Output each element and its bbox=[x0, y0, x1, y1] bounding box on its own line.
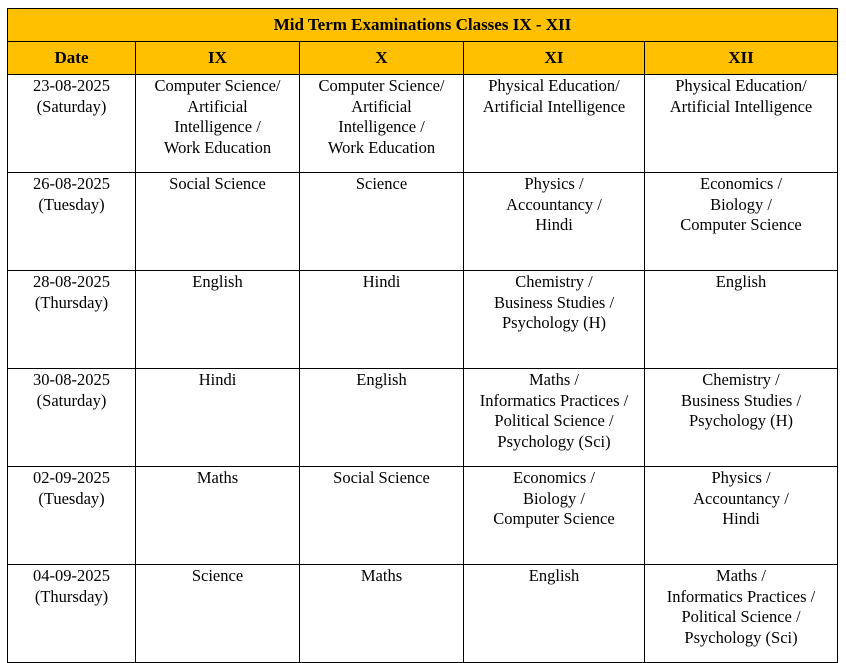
subject-line: Economics / bbox=[700, 174, 783, 193]
subject-cell-ix bbox=[136, 173, 300, 271]
subject-line: Psychology (H) bbox=[501, 313, 607, 332]
subject-cell-xii bbox=[645, 369, 838, 467]
subject-cell-xii bbox=[645, 565, 838, 663]
subject-line: Hindi bbox=[722, 509, 760, 528]
title-row bbox=[8, 9, 838, 42]
subject-line: Psychology (Sci) bbox=[497, 431, 611, 451]
subject-cell-xi bbox=[464, 369, 645, 467]
subject-line: Maths bbox=[196, 468, 239, 487]
subject-line: Biology / bbox=[710, 194, 772, 214]
subject-line: Accountancy / bbox=[693, 488, 789, 508]
subject-line: Physical Education/ bbox=[675, 76, 807, 95]
date-cell bbox=[8, 467, 136, 565]
subject-line: Hindi bbox=[362, 272, 401, 291]
exam-date: 04-09-2025 bbox=[33, 566, 110, 585]
exam-date: 28-08-2025 bbox=[33, 272, 110, 291]
subject-cell-x bbox=[300, 467, 464, 565]
exam-date: 23-08-2025 bbox=[33, 76, 110, 95]
table-row bbox=[8, 173, 838, 271]
header-class-xi: XI bbox=[464, 42, 645, 75]
subject-line: Psychology (Sci) bbox=[684, 627, 798, 647]
subject-cell-xi bbox=[464, 467, 645, 565]
subject-line: Economics / bbox=[512, 468, 596, 487]
subject-line: English bbox=[356, 370, 407, 389]
schedule-body bbox=[8, 75, 838, 663]
exam-date: 30-08-2025 bbox=[33, 370, 110, 389]
date-cell bbox=[8, 75, 136, 173]
subject-cell-ix bbox=[136, 565, 300, 663]
subject-line: Informatics Practices / bbox=[666, 586, 816, 606]
subject-cell-x bbox=[300, 565, 464, 663]
subject-line: Psychology (H) bbox=[688, 411, 794, 430]
subject-line: Accountancy / bbox=[506, 194, 602, 214]
subject-cell-xi bbox=[464, 271, 645, 369]
subject-line: English bbox=[715, 272, 767, 291]
subject-line: Informatics Practices / bbox=[479, 390, 629, 410]
subject-line: Work Education bbox=[163, 137, 272, 157]
subject-line: Maths bbox=[360, 566, 403, 585]
subject-line: Intelligence / bbox=[338, 117, 425, 136]
subject-line: Biology / bbox=[523, 488, 585, 508]
subject-cell-xi bbox=[464, 565, 645, 663]
subject-line: Business Studies / bbox=[680, 390, 802, 410]
subject-line: Science bbox=[355, 174, 408, 193]
date-cell bbox=[8, 271, 136, 369]
subject-line: Work Education bbox=[327, 137, 436, 157]
table-title: Mid Term Examinations Classes IX - XII bbox=[8, 9, 838, 42]
subject-line: Artificial bbox=[187, 96, 248, 116]
header-date: Date bbox=[8, 42, 136, 75]
table-row bbox=[8, 467, 838, 565]
subject-line: Science bbox=[191, 566, 244, 585]
date-cell bbox=[8, 369, 136, 467]
subject-line: Artificial Intelligence bbox=[669, 96, 813, 116]
subject-line: Computer Science bbox=[493, 509, 615, 528]
subject-line: Hindi bbox=[535, 215, 573, 234]
subject-cell-xi bbox=[464, 75, 645, 173]
subject-line: Political Science / bbox=[494, 411, 614, 430]
subject-line: Maths / bbox=[716, 566, 766, 585]
date-cell bbox=[8, 173, 136, 271]
subject-line: Computer Science/ bbox=[154, 76, 281, 95]
exam-day: (Saturday) bbox=[36, 390, 107, 410]
table-row bbox=[8, 369, 838, 467]
subject-line: Computer Science/ bbox=[318, 76, 445, 95]
exam-date: 26-08-2025 bbox=[33, 174, 110, 193]
exam-day: (Tuesday) bbox=[38, 488, 105, 508]
subject-cell-xii bbox=[645, 75, 838, 173]
subject-line: Artificial bbox=[351, 96, 412, 116]
subject-line: Business Studies / bbox=[493, 292, 615, 312]
header-row bbox=[8, 42, 838, 75]
subject-line: Intelligence / bbox=[174, 117, 261, 136]
subject-line: Computer Science bbox=[680, 215, 802, 234]
exam-day: (Thursday) bbox=[34, 292, 109, 312]
subject-cell-xii bbox=[645, 173, 838, 271]
subject-line: Physics / bbox=[524, 174, 584, 193]
subject-cell-xi bbox=[464, 173, 645, 271]
exam-day: (Tuesday) bbox=[38, 194, 105, 214]
subject-cell-ix bbox=[136, 271, 300, 369]
exam-date: 02-09-2025 bbox=[33, 468, 110, 487]
header-class-xii: XII bbox=[645, 42, 838, 75]
table-row bbox=[8, 565, 838, 663]
subject-line: English bbox=[528, 566, 580, 585]
subject-line: Social Science bbox=[169, 174, 266, 193]
subject-cell-x bbox=[300, 173, 464, 271]
subject-line: Social Science bbox=[333, 468, 430, 487]
table-row bbox=[8, 75, 838, 173]
table-row bbox=[8, 271, 838, 369]
subject-line: Artificial Intelligence bbox=[482, 96, 626, 116]
subject-cell-ix bbox=[136, 467, 300, 565]
subject-line: Physics / bbox=[711, 468, 771, 487]
exam-schedule-table bbox=[7, 8, 838, 663]
subject-line: Chemistry / bbox=[515, 272, 593, 291]
subject-cell-ix bbox=[136, 369, 300, 467]
subject-cell-x bbox=[300, 369, 464, 467]
date-cell bbox=[8, 565, 136, 663]
subject-cell-xii bbox=[645, 271, 838, 369]
subject-cell-xii bbox=[645, 467, 838, 565]
subject-line: Chemistry / bbox=[702, 370, 780, 389]
subject-cell-ix bbox=[136, 75, 300, 173]
header-class-x: X bbox=[300, 42, 464, 75]
subject-line: Hindi bbox=[198, 370, 237, 389]
exam-day: (Saturday) bbox=[36, 96, 107, 116]
subject-line: Political Science / bbox=[681, 607, 801, 626]
header-class-ix: IX bbox=[136, 42, 300, 75]
subject-line: Physical Education/ bbox=[488, 76, 620, 95]
subject-cell-x bbox=[300, 75, 464, 173]
subject-line: English bbox=[192, 272, 243, 291]
subject-cell-x bbox=[300, 271, 464, 369]
subject-line: Maths / bbox=[529, 370, 579, 389]
exam-day: (Thursday) bbox=[34, 586, 109, 606]
